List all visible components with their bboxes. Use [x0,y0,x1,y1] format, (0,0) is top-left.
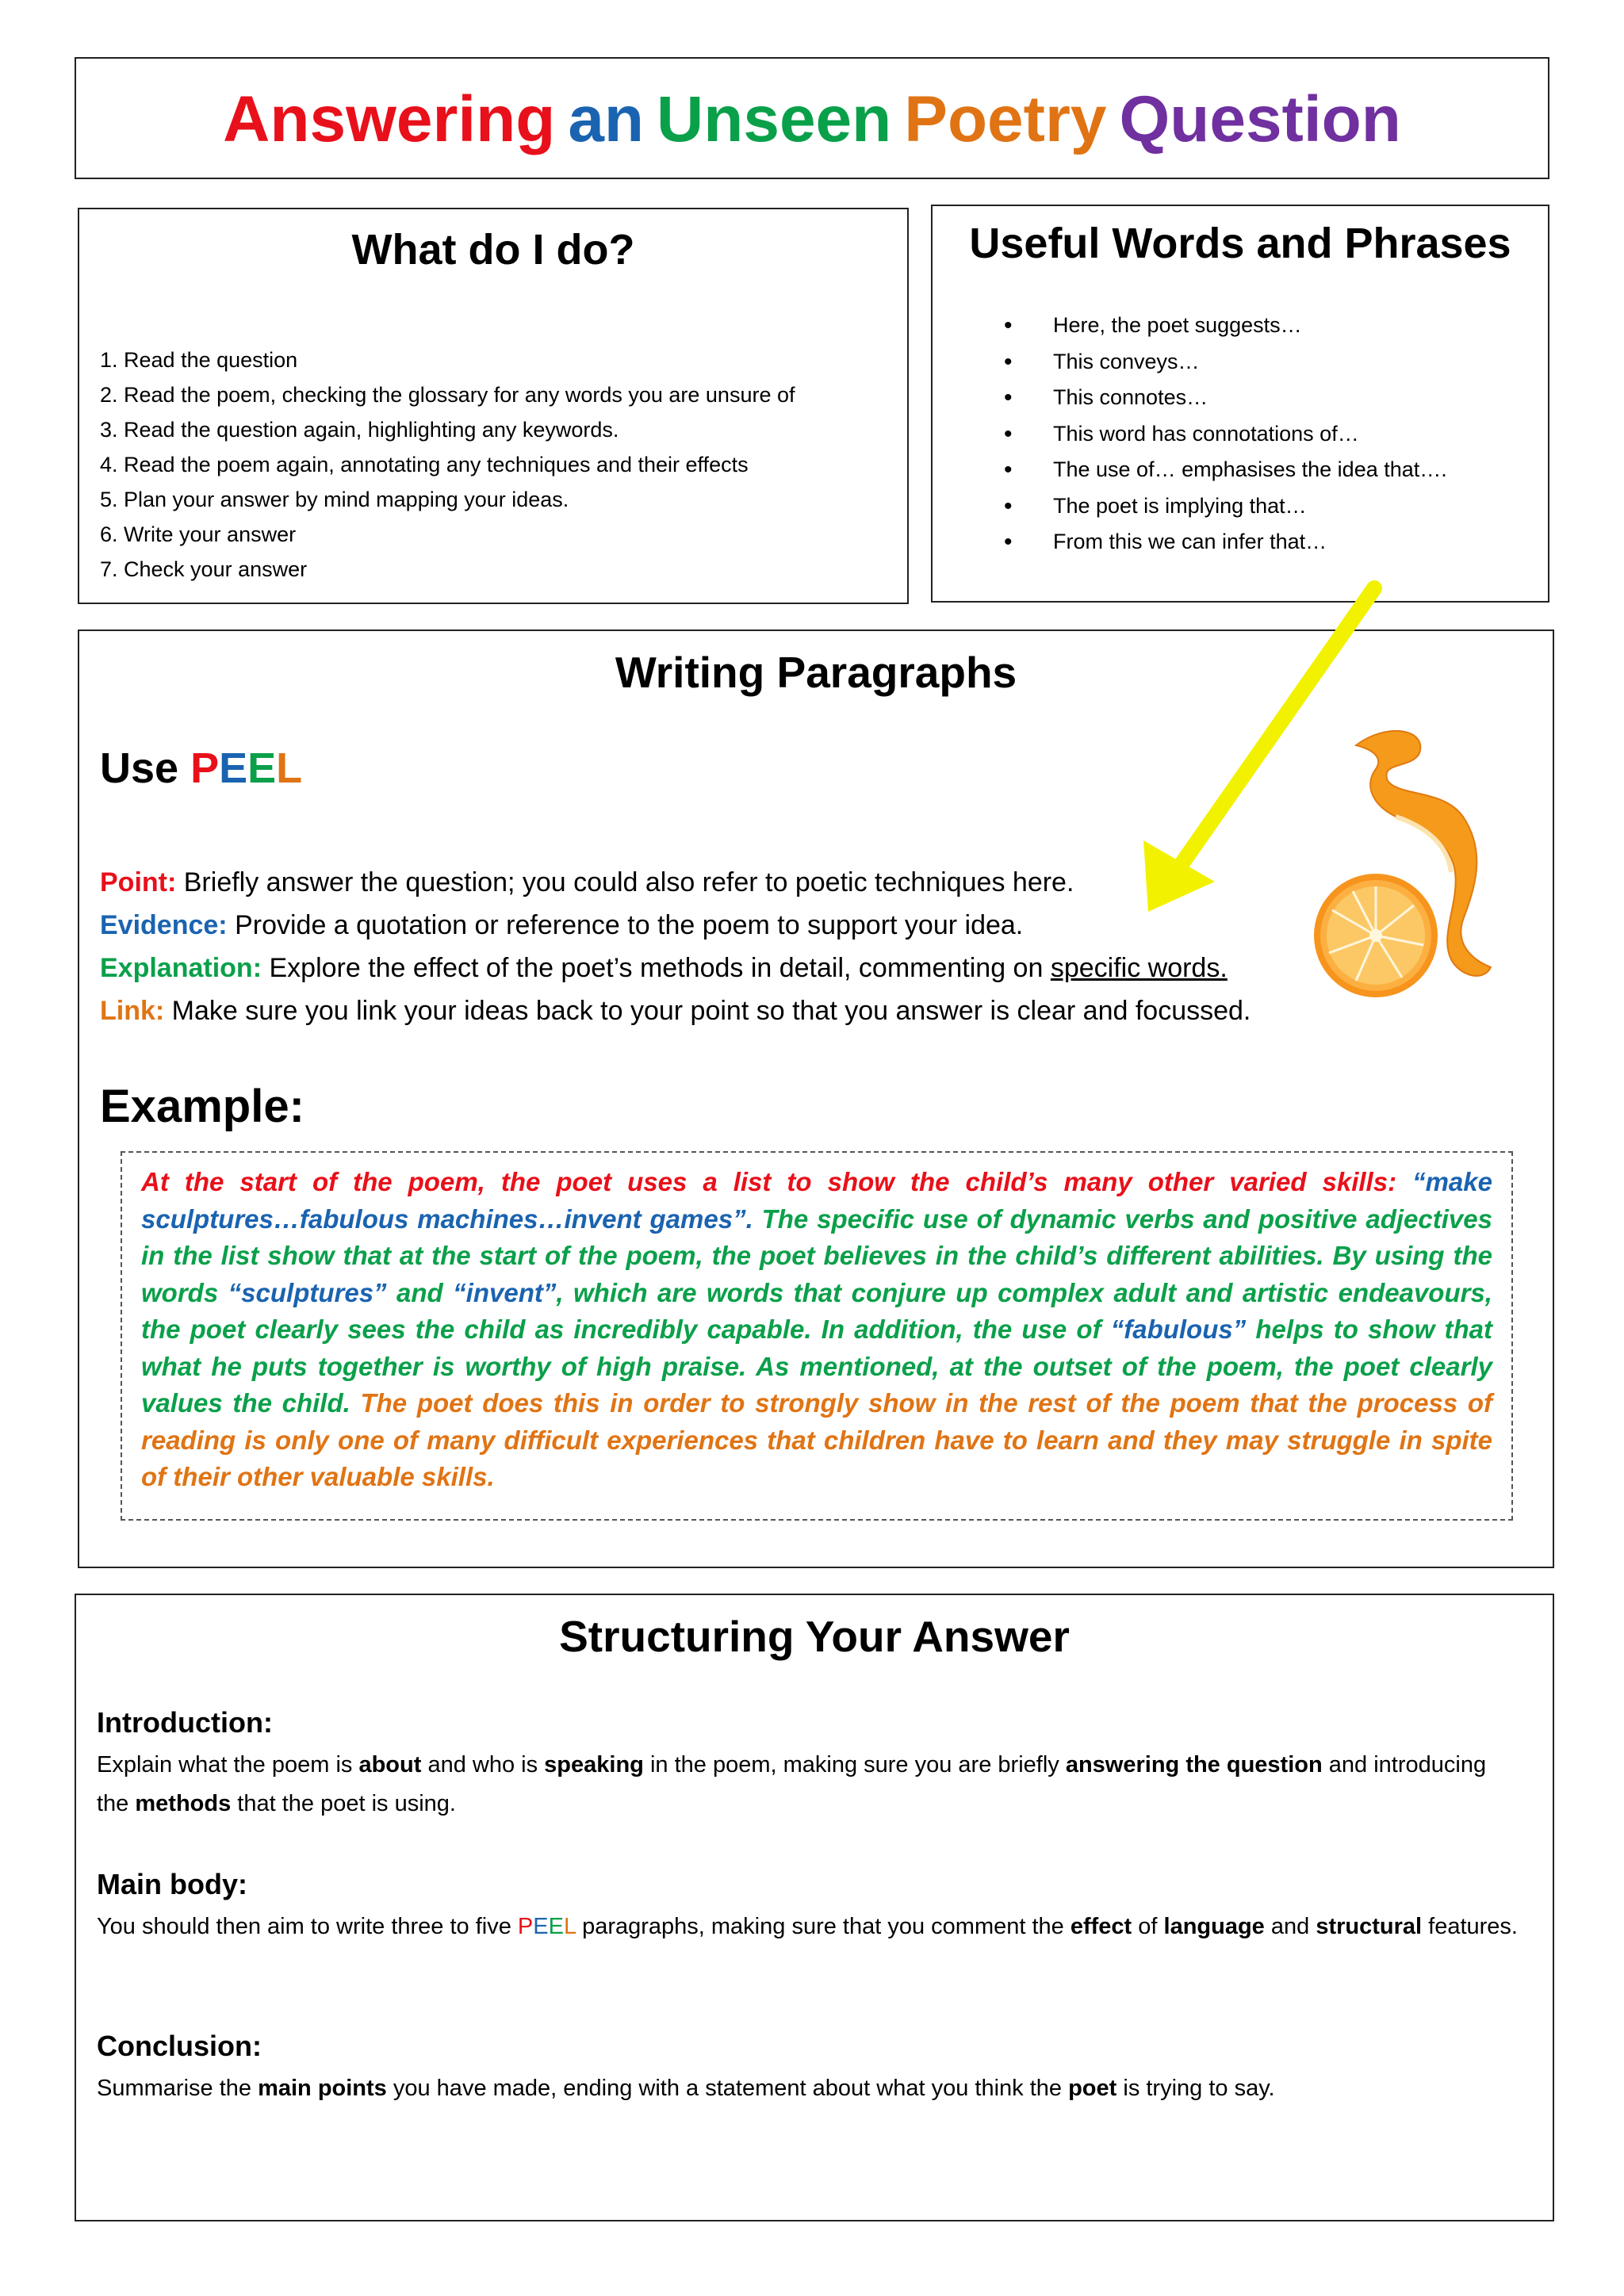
step-item: 4. Read the poem again, annotating any techniques and their effects [100,453,749,476]
title-word-2: an [568,83,645,155]
steps-list [100,342,795,587]
what-do-i-do-heading: What do I do? [351,226,635,274]
text: that the poet is using. [231,1791,456,1816]
step-item: 6. Write your answer [100,522,297,546]
title-box [75,57,1549,179]
phrases-list [1004,308,1447,561]
text: of [1132,1914,1164,1939]
main-body-title: Main body: [97,1868,247,1900]
step-item: 2. Read the poem, checking the glossary for any words you are unsure of [100,383,795,407]
text: and who is [421,1752,545,1777]
title-word-4: Poetry [904,83,1107,155]
bold-text: structural [1316,1914,1423,1939]
bold-text: answering the question [1065,1752,1323,1777]
example-heading: Example: [100,1081,304,1132]
link-text: Make sure you link your ideas back to your point so that you answer is clear and focussed. [164,996,1251,1026]
text: Explain what the poem is [97,1752,359,1777]
phrase-item: • From this we can infer that… [1004,524,1447,561]
conclusion-title: Conclusion: [97,2030,262,2062]
explanation-line [100,947,1251,989]
step-item: 3. Read the question again, highlighting any keywords. [100,418,619,442]
title-word-1: Answering [223,83,556,155]
structuring-answer-box [75,1594,1554,2221]
bold-text: methods [135,1791,232,1816]
text: and [1264,1914,1316,1939]
point-line [100,861,1251,904]
text: you have made, ending with a statement about what you think the [386,2076,1069,2101]
bold-text: language [1163,1914,1265,1939]
what-do-i-do-box [78,208,909,604]
phrase-item: • This connotes… [1004,380,1447,416]
text: Summarise the [97,2076,259,2101]
example-link: The poet does this in order to strongly show in the rest of the poem that the process of reading is only one of many difficult experiences that children have to learn and they may struggle in spite of their other valuable skills. [141,1388,1492,1491]
example-quote: “fabulous” [1110,1314,1247,1344]
explanation-underlined-text: specific words. [1050,953,1228,983]
text: is trying to say. [1116,2076,1275,2101]
point-text: Briefly answer the question; you could also refer to poetic techniques here. [176,867,1074,897]
text: You should then aim to write three to five [97,1914,518,1939]
example-explanation: and [386,1277,454,1307]
title-word-3: Unseen [657,83,892,155]
main-body-text [97,1908,1524,1946]
text: and introducing the [97,1752,1487,1816]
useful-phrases-heading: Useful Words and Phrases [969,220,1511,267]
peel-letter-e1: E [219,744,248,792]
example-quote: “invent” [453,1277,557,1307]
conclusion-text [97,2069,1524,2108]
step-item: 7. Check your answer [100,557,308,581]
link-label: Link: [100,996,165,1026]
phrase-item: • Here, the poet suggests… [1004,308,1447,344]
step-item: 1. Read the question [100,348,298,372]
peel-letter-e2: E [247,744,277,792]
evidence-line [100,904,1251,947]
writing-paragraphs-heading: Writing Paragraphs [615,648,1017,697]
example-quote: “sculptures” [228,1277,387,1307]
use-peel-heading [100,744,302,793]
peel-definitions [100,861,1251,1032]
evidence-text: Provide a quotation or reference to the poem to support your idea. [227,910,1024,940]
text: paragraphs, making sure that you comment the [576,1914,1071,1939]
bold-text: main points [258,2076,387,2101]
example-point: At the start of the poem, the poet uses a list to show the child’s many other varied skills: [141,1167,1413,1196]
bold-text: poet [1068,2076,1117,2101]
peel-letter-p: P [517,1914,534,1939]
example-explanation: The specific use of dynamic verbs and positive adjectives in the list show that at the start of the poem, the poet believes in the child’s different abilities. By using the words [141,1203,1492,1307]
phrase-item: • The poet is implying that… [1004,488,1447,525]
peel-letter-e2: E [548,1914,564,1939]
explanation-label: Explanation: [100,953,262,983]
orange-peel-icon [1300,721,1515,1007]
example-explanation: , which are words that conjure up complex adult and artistic endeavours, the poet clearly sees the child as incredibly capable. In addition, the use of [141,1277,1492,1344]
use-label: Use [100,744,179,792]
bold-text: speaking [544,1752,644,1777]
link-line [100,989,1251,1032]
peel-letter-p: P [190,744,220,792]
step-item: 5. Plan your answer by mind mapping your ideas. [100,488,569,511]
peel-letter-l: L [276,744,303,792]
peel-letter-l: L [563,1914,576,1939]
example-paragraph [141,1164,1492,1496]
example-evidence: “make sculptures…fabulous machines…invent games”. [141,1167,1492,1234]
phrase-item: • The use of… emphasises the idea that…. [1004,452,1447,488]
introduction-text [97,1746,1524,1823]
text: features. [1422,1914,1518,1939]
evidence-label: Evidence: [100,910,228,940]
peel-letter-e1: E [533,1914,549,1939]
text: in the poem, making sure you are briefly [643,1752,1066,1777]
explanation-text: Explore the effect of the poet’s methods in detail, commenting on [262,953,1051,983]
page-title [76,59,1548,181]
point-label: Point: [100,867,177,897]
structuring-heading: Structuring Your Answer [559,1612,1070,1661]
title-word-5: Question [1119,83,1401,155]
useful-phrases-box [931,205,1549,603]
example-box [121,1151,1513,1521]
example-explanation: helps to show that what he puts together is worthy of high praise. As mentioned, at the outset of the poem, the poet clearly values the child. [141,1314,1492,1418]
phrase-item: • This conveys… [1004,344,1447,381]
bold-text: effect [1070,1914,1132,1939]
bold-text: about [358,1752,422,1777]
introduction-title: Introduction: [97,1706,273,1739]
phrase-item: • This word has connotations of… [1004,416,1447,453]
